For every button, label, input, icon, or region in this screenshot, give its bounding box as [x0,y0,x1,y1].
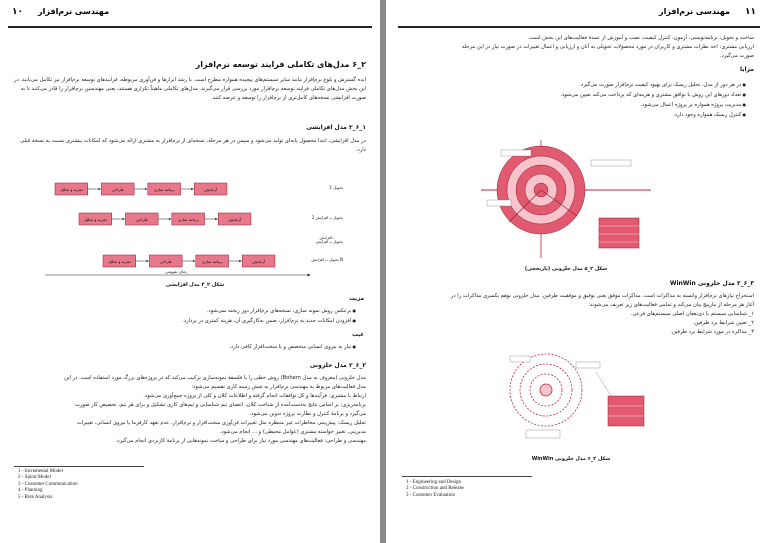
axis-label: زمان تقویمی [165,269,188,274]
phase-label: آزمایش [228,216,241,222]
footnote: 3 - Customer Evaluation [406,492,456,498]
page-number: ۱۰ [12,7,23,17]
phase-label: طراحی [159,258,172,264]
phase-label: طراحی [135,216,148,222]
section-title: ۲_۶ مدل‌های تکاملی فرایند توسعه نرم‌افزار [195,60,366,69]
paragraph-line: مدل فعالیت‌های مربوط به مهندسی نرم‌افزار به شش زمینه کاری تقسیم می‌شود: [191,384,366,390]
footnote: 1 - Incremental Model [18,469,63,474]
delivery-label: تحویل ــ افزایش 2 [311,215,343,220]
paragraph-line: ارزیابی مشتری: اخذ نظرات مشتری و کاربران در مورد محصولات تحویلی به آنان و ارزیابی و اعمال تغییرات در صورت نیاز در این مرحله [461,44,754,50]
cons-list [24,342,364,352]
winwin-caption: شکل ۲_۶ مدل حلزونی WinWin [531,456,611,462]
page-left [0,0,380,543]
paragraph-line: ارتباط با مشتری: فرآیندها و کل توافقات انجام گرفته و اطلاعات کلان و کلی از پروژه جمع‌آوری می‌شود. [143,393,366,399]
pros-list [24,306,364,326]
paragraph-line: ۳_ مذاکره در مورد شرایط برد طرفین. [670,329,754,335]
pros-list [402,80,754,120]
pros-title: مزیت [349,296,364,302]
pros-item: ● در هر دور از مدل، تحلیل ریسک برای بهبود کیفیت نرم‌افزار صورت می‌گیرد. [402,80,746,90]
incremental-text: در مدل افزایشی، ابتدا محصول پایه‌ای تولید می‌شود و سپس در هر مرحله، نسخه‌ای از نرم‌افزار به مشتری ارائه می‌شود که امکانات بیشتری نسبت به نسخه قبلی دارد. [20,138,366,153]
phase-label: برنامه سازی [177,216,199,222]
spiral-caption: شکل ۲_۵ مدل حلزونی (تاریخچی) [524,266,608,272]
delivery-label: تحویل ــ افزایش [315,239,343,244]
phase-label: طراحی [111,186,124,192]
paragraph-line: مدیریتی، تغییر خواسته مشتری (عوامل محیطی) و ... انجام می‌شود. [219,429,366,435]
paragraph-line: می‌گیرد و برنامهٔ کنترل و نظارت پروژه تدوین می‌شود. [249,411,366,417]
delivery-label: تحویل ــ افزایش N [311,257,343,262]
cons-item: ● نیاز به نیروی انسانی متخصص و یا سخت‌افزار کافی دارد. [24,342,356,352]
spiral-title: ۲_۶_۲ مدل حلزونی [309,362,366,369]
spiral-diagram [481,140,651,265]
delivery-label: تحویل 1 [329,185,343,190]
footnote: 2 - Construction and Release [406,486,464,492]
pros-title: مزایا [739,66,754,73]
winwin-diagram [496,342,666,457]
paragraph-line: مهندسی و طراحی: فعالیت‌های مهندسی مورد نیاز برای طراحی و ساخت نمونه‌هایی از برنامهٔ کاربردی انجام می‌گیرد. [115,438,366,444]
cons-title: عیب [352,332,364,338]
footnote: 1 - Engineering and Design [406,480,461,485]
pros-item: ● کنترل ریسک همواره وجود دارد. [402,110,746,120]
spiral-text [14,374,366,446]
footnote: 4 - Planning [18,488,43,494]
phase-label: تجزیه و تحلیل [107,258,131,264]
footnote-divider [402,476,532,477]
winwin-text [402,292,754,337]
header-title: مهندسی نرم‌افزار [658,7,730,16]
incremental-caption: شکل ۲_۴ مدل افزایشی [165,282,225,288]
page-header [8,4,372,28]
phase-label: آزمایش [252,258,265,264]
dots-label: ـ افزایش [319,235,335,240]
paragraph-line: تحلیل ریسک: پیش‌بینی مخاطرات غیر منتظره مثل تغییرات فن‌آوری سخت‌افزار و نرم‌افزار، عدم تعهد کارفرما یا نیروی انسانی، تغییرات [76,420,366,426]
section-intro: ابده گسترش و بلوغ نرم‌افزار مانند سایر سیستم‌های پیچیده همواره مطرح است. با رشد ابزارها و فن‌آوری مربوطه، فرایندهای توسعه نرم‌افزار نیز تکامل می‌یابند. در این بخش مدل‌های تکاملی فرایند توسعه نرم‌افزار مورد بررسی قرار می‌گیرند. مدل‌های تکاملی ماهیتاً تکراری هستند، یعنی مهندسین نرم‌افزار را قادر می‌کنند تا به صورت افزایشی نسخه‌های کامل‌تری از نرم‌افزار را توسعه و عرضه کنند. [13,77,366,101]
winwin-title: ۳_۶_۲ مدل حلزونی WinWin [669,280,754,287]
footnote-divider [14,466,144,467]
paragraph-line: برنامه‌ریزی: بر اساس نتایج به‌دست‌آمده از شناخت کلان، اعضای تیم شناسایی و تیم‌های کاری تشکیل و برای هر تیم، تخصیص کار صورت [75,402,366,408]
footnote: 5 - Risk Analysis [18,494,53,500]
header-title: مهندسی نرم‌افزار [38,7,110,16]
incremental-title: ۱_۶_۲ مدل افزایشی [306,124,366,131]
page-right [386,0,768,543]
incremental-diagram [45,163,345,281]
footnote: 3 - Customer Communication [18,481,78,487]
phase-label: برنامه سازی [201,258,223,264]
phase-label: آزمایش [204,186,217,192]
page-number: ۱۱ [745,7,756,17]
paragraph-line: مدل حلزونی (معروف به مدل Bohem) روش خطی را با فلسفهٔ نمونه‌سازی ترکیب می‌کند که در پروژه‌های بزرگ مورد استفاده است. در این [64,375,366,381]
pros-item: ● تعداد دورهای این روش با توافق مشتری و هزینه‌ای که پرداخت می‌کند تعیین می‌شود. [402,90,746,100]
footnotes [406,480,464,499]
top-text [402,34,754,61]
paragraph-line: صورت می‌گیرد. [719,53,754,59]
footnote: 2 - Spiral Model [18,475,51,481]
pros-item: ● برعکس روش نمونه سازی، نسخه‌های نرم‌افزار دور ریخته نمی‌شود. [24,306,356,316]
paragraph-line: ساخت و تحویل: برنامه‌نویسی، آزمون، کنترل کیفیت، نصب و آموزش از عمدهٔ فعالیت‌های این بخش است. [528,35,754,41]
phase-label: برنامه سازی [153,186,175,192]
phase-label: تجزیه و تحلیل [83,216,107,222]
footnotes [18,469,78,501]
pros-item: ● افزودن امکانات جدید به نرم‌افزار، ضمن به‌کارگیری آن، هزینه کمتری در بردارد. [24,316,356,326]
paragraph-line: آغاز هر مرحله از مارپیچ بیان می‌کند و تمامی فعالیت‌های زیر تعریف می‌شوند: [588,302,754,308]
page-header [398,4,760,28]
phase-label: تجزیه و تحلیل [59,186,83,192]
pros-item: ● مدیریت پروژه همواره بر پروژه اعمال می‌شود. [402,100,746,110]
paragraph-line: استخراج نیازهای نرم‌افزار وابسته به مذاکرات است. مذاکرات موفق یعنی توفیق و موفقیت طرفین. مدل حلزونی بوهم یکسری مذاکرات را در [450,293,754,299]
paragraph-line: ۲_ تعیین شرایط برد طرفین. [692,320,754,326]
paragraph-line: ۱_ شناسایی سیستم یا ذی‌نفعان اصلی سیستم‌های فرعی. [630,311,754,317]
